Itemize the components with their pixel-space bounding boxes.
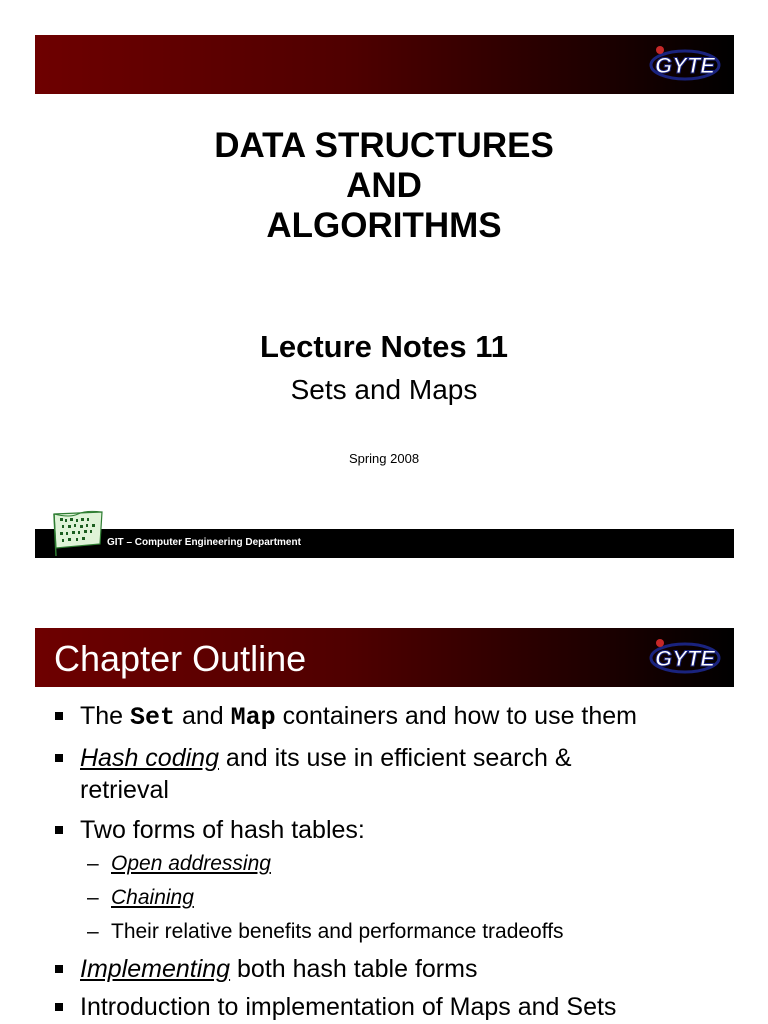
outline-bullet-set-map: The Set and Map containers and how to use them: [80, 700, 720, 734]
outline-bullet-implementing: Implementing both hash table forms: [80, 953, 720, 985]
title-line-3: ALGORITHMS: [266, 206, 502, 245]
title-line-1: DATA STRUCTURES: [214, 126, 554, 165]
outline-bullet-maps-sets: Introduction to implementation of Maps and Sets: [80, 991, 720, 1023]
square-bullet-icon: [55, 712, 63, 720]
outline-bullet-hash-coding: Hash coding and its use in efficient search & retrieval: [80, 742, 640, 806]
course-title: [0, 126, 768, 246]
sub-bullet-open-addressing: – Open addressing: [87, 852, 271, 875]
sub-bullet-tradeoffs: – Their relative benefits and performance tradeoffs: [87, 920, 564, 943]
footer-bar: [35, 529, 734, 558]
department-flag-icon: [50, 508, 108, 558]
sub-bullet-chaining: – Chaining: [87, 886, 194, 909]
square-bullet-icon: [55, 965, 63, 973]
outline-bullet-hash-tables: Two forms of hash tables:: [80, 814, 720, 846]
gyte-logo: [648, 636, 722, 678]
logo-text: GYTE: [655, 53, 715, 78]
lecture-number: Lecture Notes 11: [259, 329, 509, 364]
square-bullet-icon: [55, 826, 63, 834]
title-slide-banner: [35, 35, 734, 94]
logo-text: GYTE: [655, 646, 715, 671]
title-line-2: AND: [346, 166, 422, 205]
gyte-logo: [648, 43, 722, 85]
lecture-subtitle: Sets and Maps: [290, 374, 478, 405]
square-bullet-icon: [55, 754, 63, 762]
chapter-outline-banner: [35, 628, 734, 687]
square-bullet-icon: [55, 1003, 63, 1011]
term-label: Spring 2008: [348, 451, 420, 466]
chapter-title: Chapter Outline: [54, 638, 307, 679]
footer-text: GIT – Computer Engineering Department: [107, 537, 301, 548]
